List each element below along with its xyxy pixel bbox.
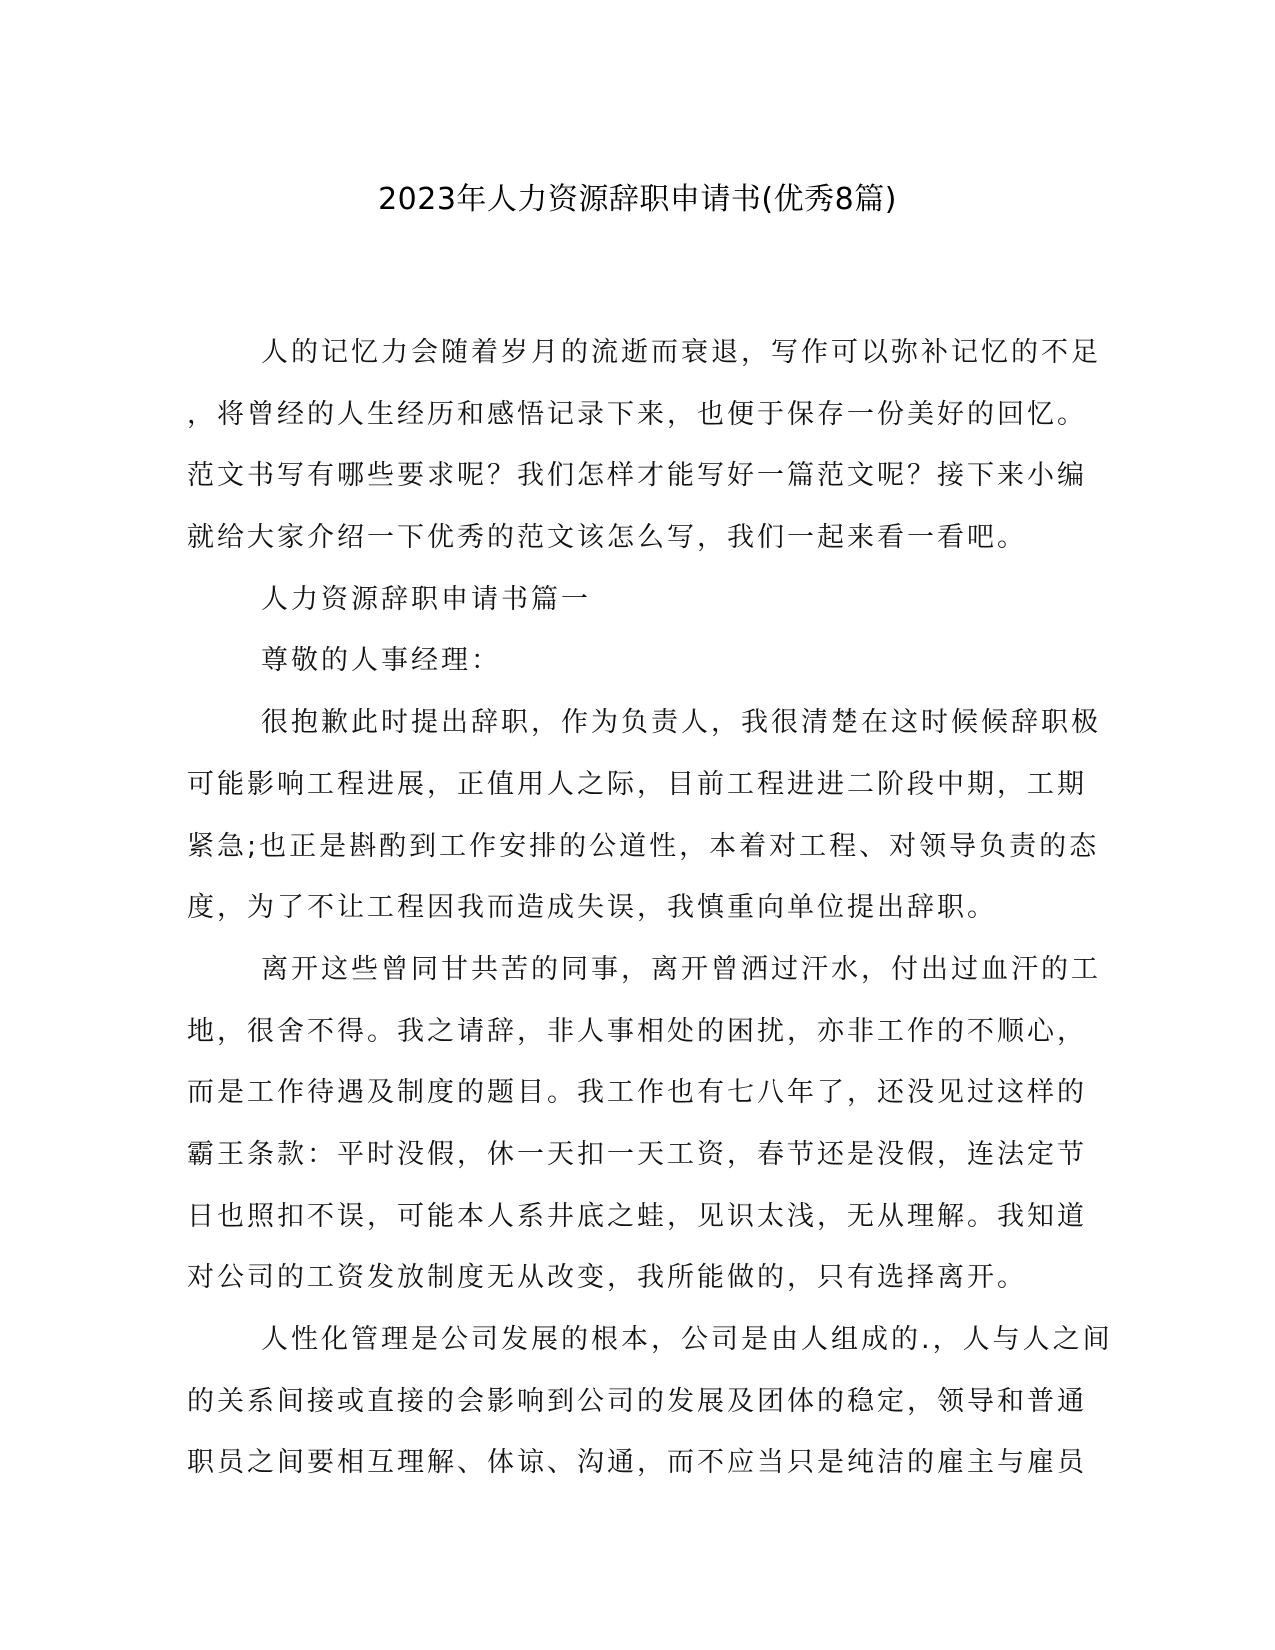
text-line: 人性化管理是公司发展的根本，公司是由人组成的.，人与人之间 bbox=[261, 1324, 1113, 1355]
text-line: 对公司的工资发放制度无从改变，我所能做的，只有选择离开。 bbox=[187, 1262, 1027, 1294]
text-line: 度，为了不让工程因我而造成失误，我慎重向单位提出辞职。 bbox=[187, 892, 997, 924]
text-line: 日也照扣不误，可能本人系井底之蛙，见识太浅，无从理解。我知道 bbox=[187, 1200, 1087, 1232]
text-line: 紧急;也正是斟酌到工作安排的公道性，本着对工程、对领导负责的态 bbox=[187, 830, 1100, 862]
text-line: 人的记忆力会随着岁月的流逝而衰退，写作可以弥补记忆的不足 bbox=[261, 337, 1101, 368]
text-line: 职员之间要相互理解、体谅、沟通，而不应当只是纯洁的雇主与雇员 bbox=[187, 1447, 1087, 1479]
text-line: 可能影响工程进展，正值用人之际，目前工程进进二阶段中期，工期 bbox=[187, 768, 1087, 800]
text-line: 很抱歉此时提出辞职，作为负责人，我很清楚在这时候候辞职极 bbox=[261, 707, 1101, 739]
text-line: 地，很舍不得。我之请辞，非人事相处的困扰，亦非工作的不顺心， bbox=[187, 1015, 1087, 1047]
text-line: 而是工作待遇及制度的题目。我工作也有七八年了，还没见过这样的 bbox=[187, 1077, 1087, 1109]
document-title: 2023年人力资源辞职申请书(优秀8篇) bbox=[378, 182, 897, 217]
text-line: 就给大家介绍一下优秀的范文该怎么写，我们一起来看一看吧。 bbox=[187, 522, 1027, 554]
salutation: 尊敬的人事经理： bbox=[261, 645, 501, 677]
text-line: 范文书写有哪些要求呢？我们怎样才能写好一篇范文呢？接下来小编 bbox=[187, 460, 1087, 492]
text-line: ，将曾经的人生经历和感悟记录下来，也便于保存一份美好的回忆。 bbox=[187, 398, 1087, 430]
document-body bbox=[187, 322, 1113, 1494]
text-line: 离开这些曾同甘共苦的同事，离开曾洒过汗水，付出过血汗的工 bbox=[261, 953, 1101, 985]
text-line: 霸王条款：平时没假，休一天扣一天工资，春节还是没假，连法定节 bbox=[187, 1138, 1087, 1170]
section-heading: 人力资源辞职申请书篇一 bbox=[261, 583, 591, 615]
text-line: 的关系间接或直接的会影响到公司的发展及团体的稳定，领导和普通 bbox=[187, 1385, 1087, 1417]
